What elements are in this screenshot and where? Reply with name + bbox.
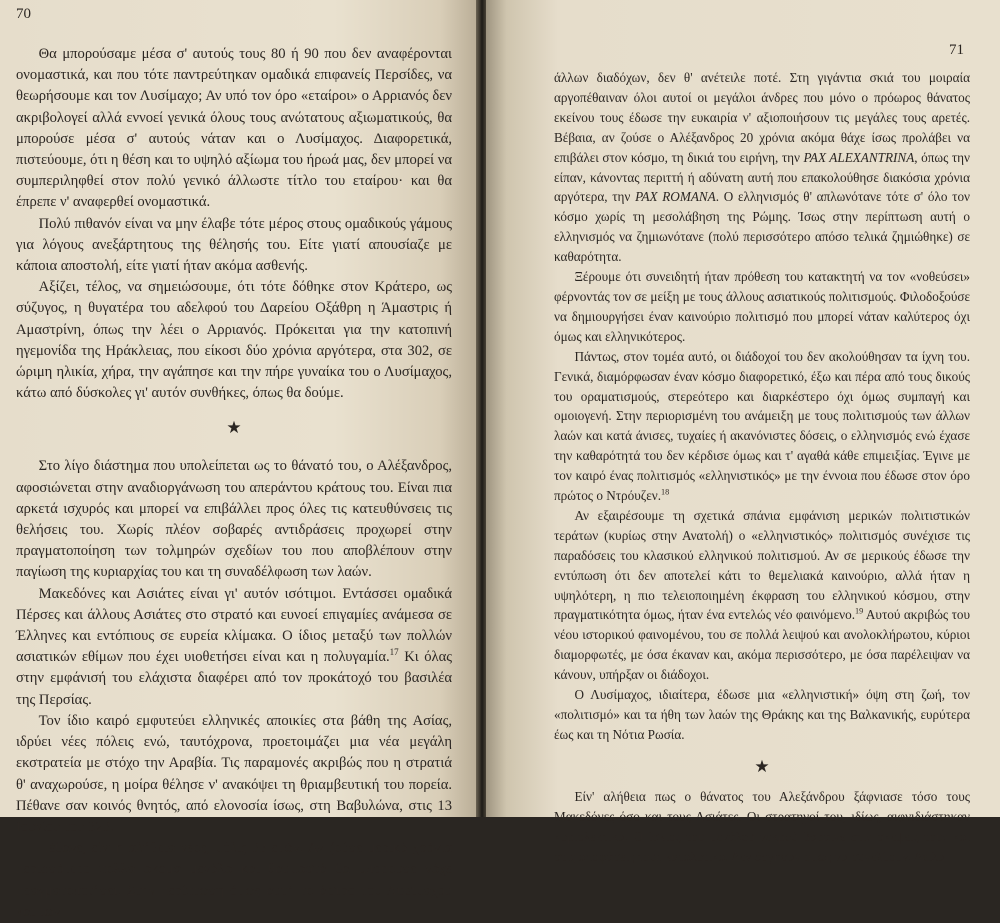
- page-number-right: 71: [949, 42, 964, 58]
- paragraph-text: , όπως την είπαν, κάνοντας περιττή ή αδύνατη αυτή που επακολούθησε διακόσια χρόνια αργότερα, την: [554, 149, 970, 205]
- pax-alexantrina: PAX ALEXANTRINA: [803, 149, 915, 165]
- section-separator-star: ★: [754, 756, 770, 776]
- paragraph: Θα μπορούσαμε μέσα σ' αυτούς τους 80 ή 90 που δεν αναφέρονται ονομαστικά, και που τότε παντρεύτηκαν ομαδικά επιφανείς Περσίδες, να θεωρήσουμε και τον Λυσίμαχο; Αν υπό τον όρο «εταίροι» ο Αρριανός δεν ακριβολογεί αλλά εννοεί γενικά όλους τους ανώτατους αξιωματικούς, θα μπορούσε μέσα σ' αυτούς νάταν και ο Λυσίμαχος. Διαφορετικά, πιστεύουμε, ότι η θέση και το υψηλό αξίωμα του ήρωά μας, δεν μπορεί να συμπεριληφθεί στον πολύ γενικό άλλωστε τίτλο του εταίρου· και θα έπρεπε ν' αναφερθεί ονομαστικά.: [16, 46, 452, 211]
- paragraph: [554, 347, 970, 506]
- paragraph-text: Αν εξαιρέσουμε τη σχετικά σπάνια εμφάνιση μερικών πολιτιστικών τεράτων (κυρίως στην Ανατολή) ο «ελληνιστικός» πολιτισμός συνέχισε τις παραδόσεις του κλασικού ελληνικού πολιτισμού. Αν σε μερικούς έδωσε την εντύπωση ότι δεν αποτελεί κάτι το θεμελιακά καινούριο, αλλά ήταν η υψηλότερη, η πιο τελειοποιημένη έκφραση του ελληνικού κόσμου, στην πραγματικότητα όμως, ήταν ένα εντελώς νέο φαινόμενο.: [554, 507, 970, 623]
- paragraph-text: Μακεδόνες και Ασιάτες είναι γι' αυτόν ισότιμοι. Εντάσσει ομαδικά Πέρσες και άλλους Ασιάτες στο στρατό και ευνοεί επιγαμίες ανάμεσα σε Έλληνες και εντόπιους σε ευρεία κλίμακα. Ο ίδιος μεταξύ των πολλών ασιατικών εθίμων που έχει υιοθετήσει είναι και η πολυγαμία.: [16, 585, 452, 666]
- paragraph: Τον ίδιο καιρό εμφυτεύει ελληνικές αποικίες στα βάθη της Ασίας, ιδρύει νέες πόλεις ενώ, ταυτόχρονα, προετοιμάζει μια νέα μεγάλη εκστρατεία με στόχο την Αραβία. Τις παραμονές ακριβώς που η στρατιά θ' αναχωρούσε, η μοίρα θέλησε ν' ανακόψει τη θριαμβευτική του πορεία. Πέθανε σαν κοινός θνητός, από ελονοσία ίσως, στη Βαβυλώνα, στις 13 Ιουνίου του 323.: [16, 712, 452, 835]
- right-page-text: [554, 68, 970, 866]
- paragraph: Είν' αλήθεια πως ο θάνατος του Αλεξάνδρου ξάφνιασε τόσο τους Μακεδόνες όσο και τους Ασιάτες. Οι στρατηγοί του, ιδίως, αιφνιδιάστηκαν κυριολεκτικά. Ο ίσκιος του μεγάλου νεκρού βάραινε στις σκέψεις τους και στις αποφάσεις τους καταλυτικά. Δεν άργησαν όμως να συνέλθουν. Δειλά: [554, 788, 970, 864]
- left-page: [0, 0, 478, 920]
- paragraph: Ο Λυσίμαχος, ιδιαίτερα, έδωσε μια «ελληνιστική» όψη στη ζωή, τον «πολιτισμό» και τα ήθη των λαών της Θράκης και της Βαλκανικής, ευρύτερα έως και τη Νότια Ρωσία.: [554, 687, 970, 742]
- paragraph-text: Κι όλας στην εμφάνισή του ελάχιστα διαφέρει από τον προκάτοχό του βασιλέα της Περσίας.: [16, 649, 453, 708]
- footnote-marker: 19: [855, 607, 864, 617]
- paragraph: Αξίζει, τέλος, να σημειώσουμε, ότι τότε δόθηκε στον Κράτερο, ως σύζυγος, η θυγατέρα του αδελφού του Δαρείου Οξάθρη η Άμαστρις ή Αμαστρίνη, όπως την λέει ο Αρριανός. Πρόκειται για την κατοπινή ηγεμονίδα της Ηράκλειας, που είκοσι δύο χρόνια αργότερα, στα 302, σε ώριμη ηλικία, χήρα, την αγάπησε και την πήρε γυναίκα του ο Λυσίμαχος, κάτω από δύσκολες γι' αυτόν συνθήκες, όπως θα δούμε.: [16, 279, 452, 402]
- right-page: [486, 0, 1000, 864]
- footnote-marker: 18: [661, 487, 670, 497]
- section-separator-star: ★: [226, 418, 242, 438]
- paragraph-text: άλλων διαδόχων, δεν θ' ανέτειλε ποτέ. Στη γιγάντια σκιά του μοιραία αργοπέθαιναν όλοι αυτοί οι μεγάλοι άνδρες που μόνο ο πρόωρος θάνατος εκείνου τους έδωσε την ευκαιρία ν' αξιοποιήσουν τις μεγάλες τους αρετές. Βέβαια, αν ζούσε ο Αλέξανδρος 20 χρόνια ακόμα θάχε ίσως προλάβει να επιβάλει στον κόσμο, τη δικιά του ειρήνη, την: [554, 70, 970, 165]
- page-number-left: 70: [16, 6, 31, 22]
- paragraph: [554, 506, 970, 685]
- paragraph: Πολύ πιθανόν είναι να μην έλαβε τότε μέρος στους ομαδικούς γάμους για λόγους ανεξάρτητους της θέλησής του. Είτε γιατί απουσίαζε με κάποια αποστολή, είτε γιατί ήταν ακόμα ασθενής.: [16, 215, 452, 275]
- paragraph-text: Πάντως, στον τομέα αυτό, οι διάδοχοί του δεν ακολούθησαν τα ίχνη του. Γενικά, διαμόρφωσαν έναν κόσμο διαφορετικό, έξω και πέρα από τους δικούς του οραματισμούς, στερεότερο και διαρκέστερο όχι όμως συμπαγή και ομοιογενή. Στην περιορισμένη του ανάμειξη με τους πολιτισμούς των άλλων λαών και κατά άνισες, τυχαίες ή ακανόνιστες δόσεις, ο ελληνισμός ενώ έχασε την καθαρότητά του δεν κέρδισε όμως και τ' αγαθά κάθε επιμειξίας. Έγινε με τον καιρό ένας πολιτισμός «ελληνιστικός» με την έννοια που έδωσε στον όρο πρώτος ο Ντρόυζεν.: [554, 348, 970, 504]
- paragraph: [16, 584, 452, 711]
- paragraph: Στο λίγο διάστημα που υπολείπεται ως το θάνατό του, ο Αλέξανδρος, αφοσιώνεται στην αναδιοργάνωση του απεράντου κράτους του. Είναι πια αρκετά ισχυρός και μπορεί να επιβάλλει προς όλες τις κατευθύνσεις τις θελήσεις του. Χωρίς πλέον σοβαρές αντιδράσεις προχωρεί στην πραγματοποίηση των τολμηρών σχεδίων του που αποβλέπουν στην παγίωση της κυριαρχίας του και τη συναδέλφωση των λαών.: [16, 458, 452, 581]
- paragraph: [554, 68, 970, 267]
- paragraph: Ξέρουμε ότι συνειδητή ήταν πρόθεση του κατακτητή να τον «νοθεύσει» φέρνοντάς τον σε μείξη με τους άλλους ασιατικούς πολιτισμούς. Φιλοδοξούσε να δημιουργήσει έναν καινούριο πολιτισμό που μπορεί νάταν καλύτερος όχι όμως και ελληνικότερος.: [554, 269, 970, 344]
- pax-romana: PAX ROMANA: [635, 189, 716, 205]
- paragraph-text: Αυτού ακριβώς του νέου ιστορικού φαινομένου, του σε πολλά λειψού και ανολοκλήρωτου, κύριοι διαμορφωτές, με όσα έκαναν και, ακόμα περισσότερο, με όσα παρέλειψαν να κάνουν, υπήρξαν οι διάδοχοι.: [554, 607, 971, 683]
- paragraph: Πέθανε, είν' η αλήθεια νέος, μόλις 33 ετών. Αν ζούσε μερικά χρόνια περισσότερο πολλά ακόμα μεγάλα και θαυμαστά θα μπορούσε νάχε πραγματοποιήσει. Στην περίπτωση όμως αυτή το άστρο του Λυσιμάχου και των: [16, 840, 452, 920]
- paragraph-text: . Ο ελληνισμός θ' απλωνότανε τότε σ' όλο τον κόσμο χωρίς τη μεσολάβηση της Ρώμης. Ίσως στην περίπτωση αυτή ο ελληνισμός να ζημιωνότανε (πολύ περισσότερο απόσο τελικά ζημιώθηκε) σε καθαρότητα.: [554, 189, 970, 265]
- footnote-marker: 17: [389, 647, 399, 658]
- left-page-text: [16, 44, 452, 923]
